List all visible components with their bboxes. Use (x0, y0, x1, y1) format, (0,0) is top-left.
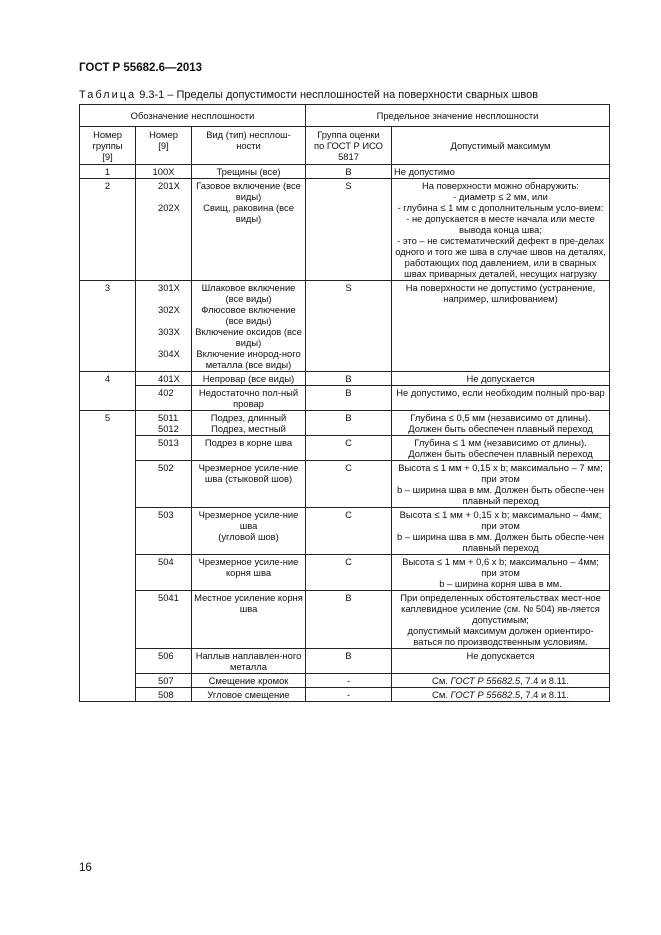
cell-group: 5 (80, 411, 136, 702)
header-limit: Предельное значение несплошности (306, 105, 610, 127)
cell-max: Не допускается (392, 372, 610, 386)
document-header: ГОСТ Р 55682.6—2013 (79, 62, 203, 74)
cell-type: Смещение кромок (192, 674, 306, 688)
cell-max: На поверхности не допустимо (устранение, например, шлифованием) (392, 281, 610, 372)
table-row (80, 179, 610, 281)
table-row (80, 674, 610, 688)
cell-max: Высота ≤ 1 мм + 0,15 х b; максимально – 7 мм; при этом b – ширина шва в мм. Должен быть обеспе-чен плавный переход (392, 461, 610, 508)
cell-max: См. ГОСТ Р 55682.5, 7.4 и 8.11. (392, 674, 610, 688)
table-row (80, 461, 610, 508)
cell-number: 504 (136, 555, 192, 591)
cell-type: Шлаковое включение (все виды) Флюсовое включение (все виды) Включение оксидов (все виды) Включение инород-ного металла (все виды) (192, 281, 306, 372)
table-subheader-row (80, 127, 610, 165)
cell-number: 508 (136, 688, 192, 702)
page-number: 16 (79, 862, 92, 874)
cell-group: 3 (80, 281, 136, 372)
defects-table (79, 104, 610, 702)
cell-grade: В (306, 649, 392, 674)
cell-max: Глубина ≤ 0,5 мм (независимо от длины). Должен быть обеспечен плавный переход (392, 411, 610, 436)
table-row (80, 591, 610, 649)
header-number: Номер [9] (136, 127, 192, 165)
cell-max: Не допускается (392, 649, 610, 674)
cell-number: 402 (136, 386, 192, 411)
cell-grade: В (306, 386, 392, 411)
cell-grade: С (306, 461, 392, 508)
caption-label: Таблица (79, 89, 137, 101)
cell-grade: С (306, 555, 392, 591)
caption-number: 9.3-1 (139, 89, 165, 101)
header-designation: Обозначение несплошности (80, 105, 306, 127)
table-row (80, 281, 610, 372)
cell-number: 5011 5012 (136, 411, 192, 436)
table-row (80, 688, 610, 702)
cell-max: Высота ≤ 1 мм + 0,15 х b; максимально – 4мм; при этом b – ширина шва в мм. Должен быть обеспе-чен плавный переход (392, 508, 610, 555)
cell-type: Местное усиление корня шва (192, 591, 306, 649)
cell-max: Не допустимо, если необходим полный про-вар (392, 386, 610, 411)
cell-grade: - (306, 674, 392, 688)
caption-title: – Пределы допустимости несплошностей на поверхности сварных швов (167, 89, 539, 101)
cell-type: Чрезмерное усиле-ние корня шва (192, 555, 306, 591)
header-type: Вид (тип) несплош-ности (192, 127, 306, 165)
cell-max: При определенных обстоятельствах мест-ное каплевидное усиление (см. № 504) яв-ляется допустимым; допустимый максимум должен ориентиро-ваться по производственным условиям. (392, 591, 610, 649)
cell-grade: С (306, 508, 392, 555)
cell-number: 401X (136, 372, 192, 386)
table-row (80, 411, 610, 436)
cell-max: На поверхности можно обнаружить: - диаметр ≤ 2 мм, или - глубина ≤ 1 мм с дополнительным усло-вием: - не допускается в месте начала или месте вывода конца шва; - это – не систематический дефект в пре-делах одного и того же шва в случае швов на деталях, работающих под давлением, или в сварных швах приварных деталей, несущих нагрузку (392, 179, 610, 281)
cell-max: Не допустимо (392, 165, 610, 179)
cell-type: Недостаточно пол-ный провар (192, 386, 306, 411)
cell-max: См. ГОСТ Р 55682.5, 7.4 и 8.11. (392, 688, 610, 702)
header-group-number: Номер группы [9] (80, 127, 136, 165)
header-grade: Группа оценки по ГОСТ Р ИСО 5817 (306, 127, 392, 165)
header-max: Допустимый максимум (392, 127, 610, 165)
cell-grade: S (306, 179, 392, 281)
cell-type: Чрезмерное усиле-ние шва (угловой шов) (192, 508, 306, 555)
cell-grade: В (306, 165, 392, 179)
table-row (80, 386, 610, 411)
table-row (80, 165, 610, 179)
cell-grade: - (306, 688, 392, 702)
cell-number: 201X 202X (136, 179, 192, 281)
cell-number: 507 (136, 674, 192, 688)
table-row (80, 372, 610, 386)
cell-type: Подрез в корне шва (192, 436, 306, 461)
table-row (80, 649, 610, 674)
cell-grade: S (306, 281, 392, 372)
cell-max: Высота ≤ 1 мм + 0,6 х b; максимально – 4мм; при этом b – ширина корня шва в мм. (392, 555, 610, 591)
cell-type: Газовое включение (все виды) Свищ, раковина (все виды) (192, 179, 306, 281)
cell-number: 5013 (136, 436, 192, 461)
cell-grade: С (306, 436, 392, 461)
cell-grade: В (306, 591, 392, 649)
cell-type: Наплыв наплавлен-ного металла (192, 649, 306, 674)
cell-max: Глубина ≤ 1 мм (независимо от длины). Должен быть обеспечен плавный переход (392, 436, 610, 461)
table-row (80, 436, 610, 461)
cell-type: Угловое смещение (192, 688, 306, 702)
table-header-row (80, 105, 610, 127)
cell-number: 506 (136, 649, 192, 674)
cell-type: Непровар (все виды) (192, 372, 306, 386)
cell-grade: В (306, 372, 392, 386)
cell-number: 502 (136, 461, 192, 508)
table-row (80, 555, 610, 591)
cell-number: 301X 302X 303X 304X (136, 281, 192, 372)
cell-type: Чрезмерное усиле-ние шва (стыковой шов) (192, 461, 306, 508)
table-row (80, 508, 610, 555)
table-caption (79, 89, 538, 101)
cell-type: Трещины (все) (192, 165, 306, 179)
cell-number: 100X (136, 165, 192, 179)
cell-group: 4 (80, 372, 136, 411)
cell-grade: В (306, 411, 392, 436)
cell-number: 503 (136, 508, 192, 555)
cell-number: 5041 (136, 591, 192, 649)
standard-reference: ГОСТ Р 55682.5 (450, 675, 521, 686)
cell-group: 1 (80, 165, 136, 179)
standard-reference: ГОСТ Р 55682.5 (450, 689, 521, 700)
cell-group: 2 (80, 179, 136, 281)
cell-type: Подрез, длинный Подрез, местный (192, 411, 306, 436)
